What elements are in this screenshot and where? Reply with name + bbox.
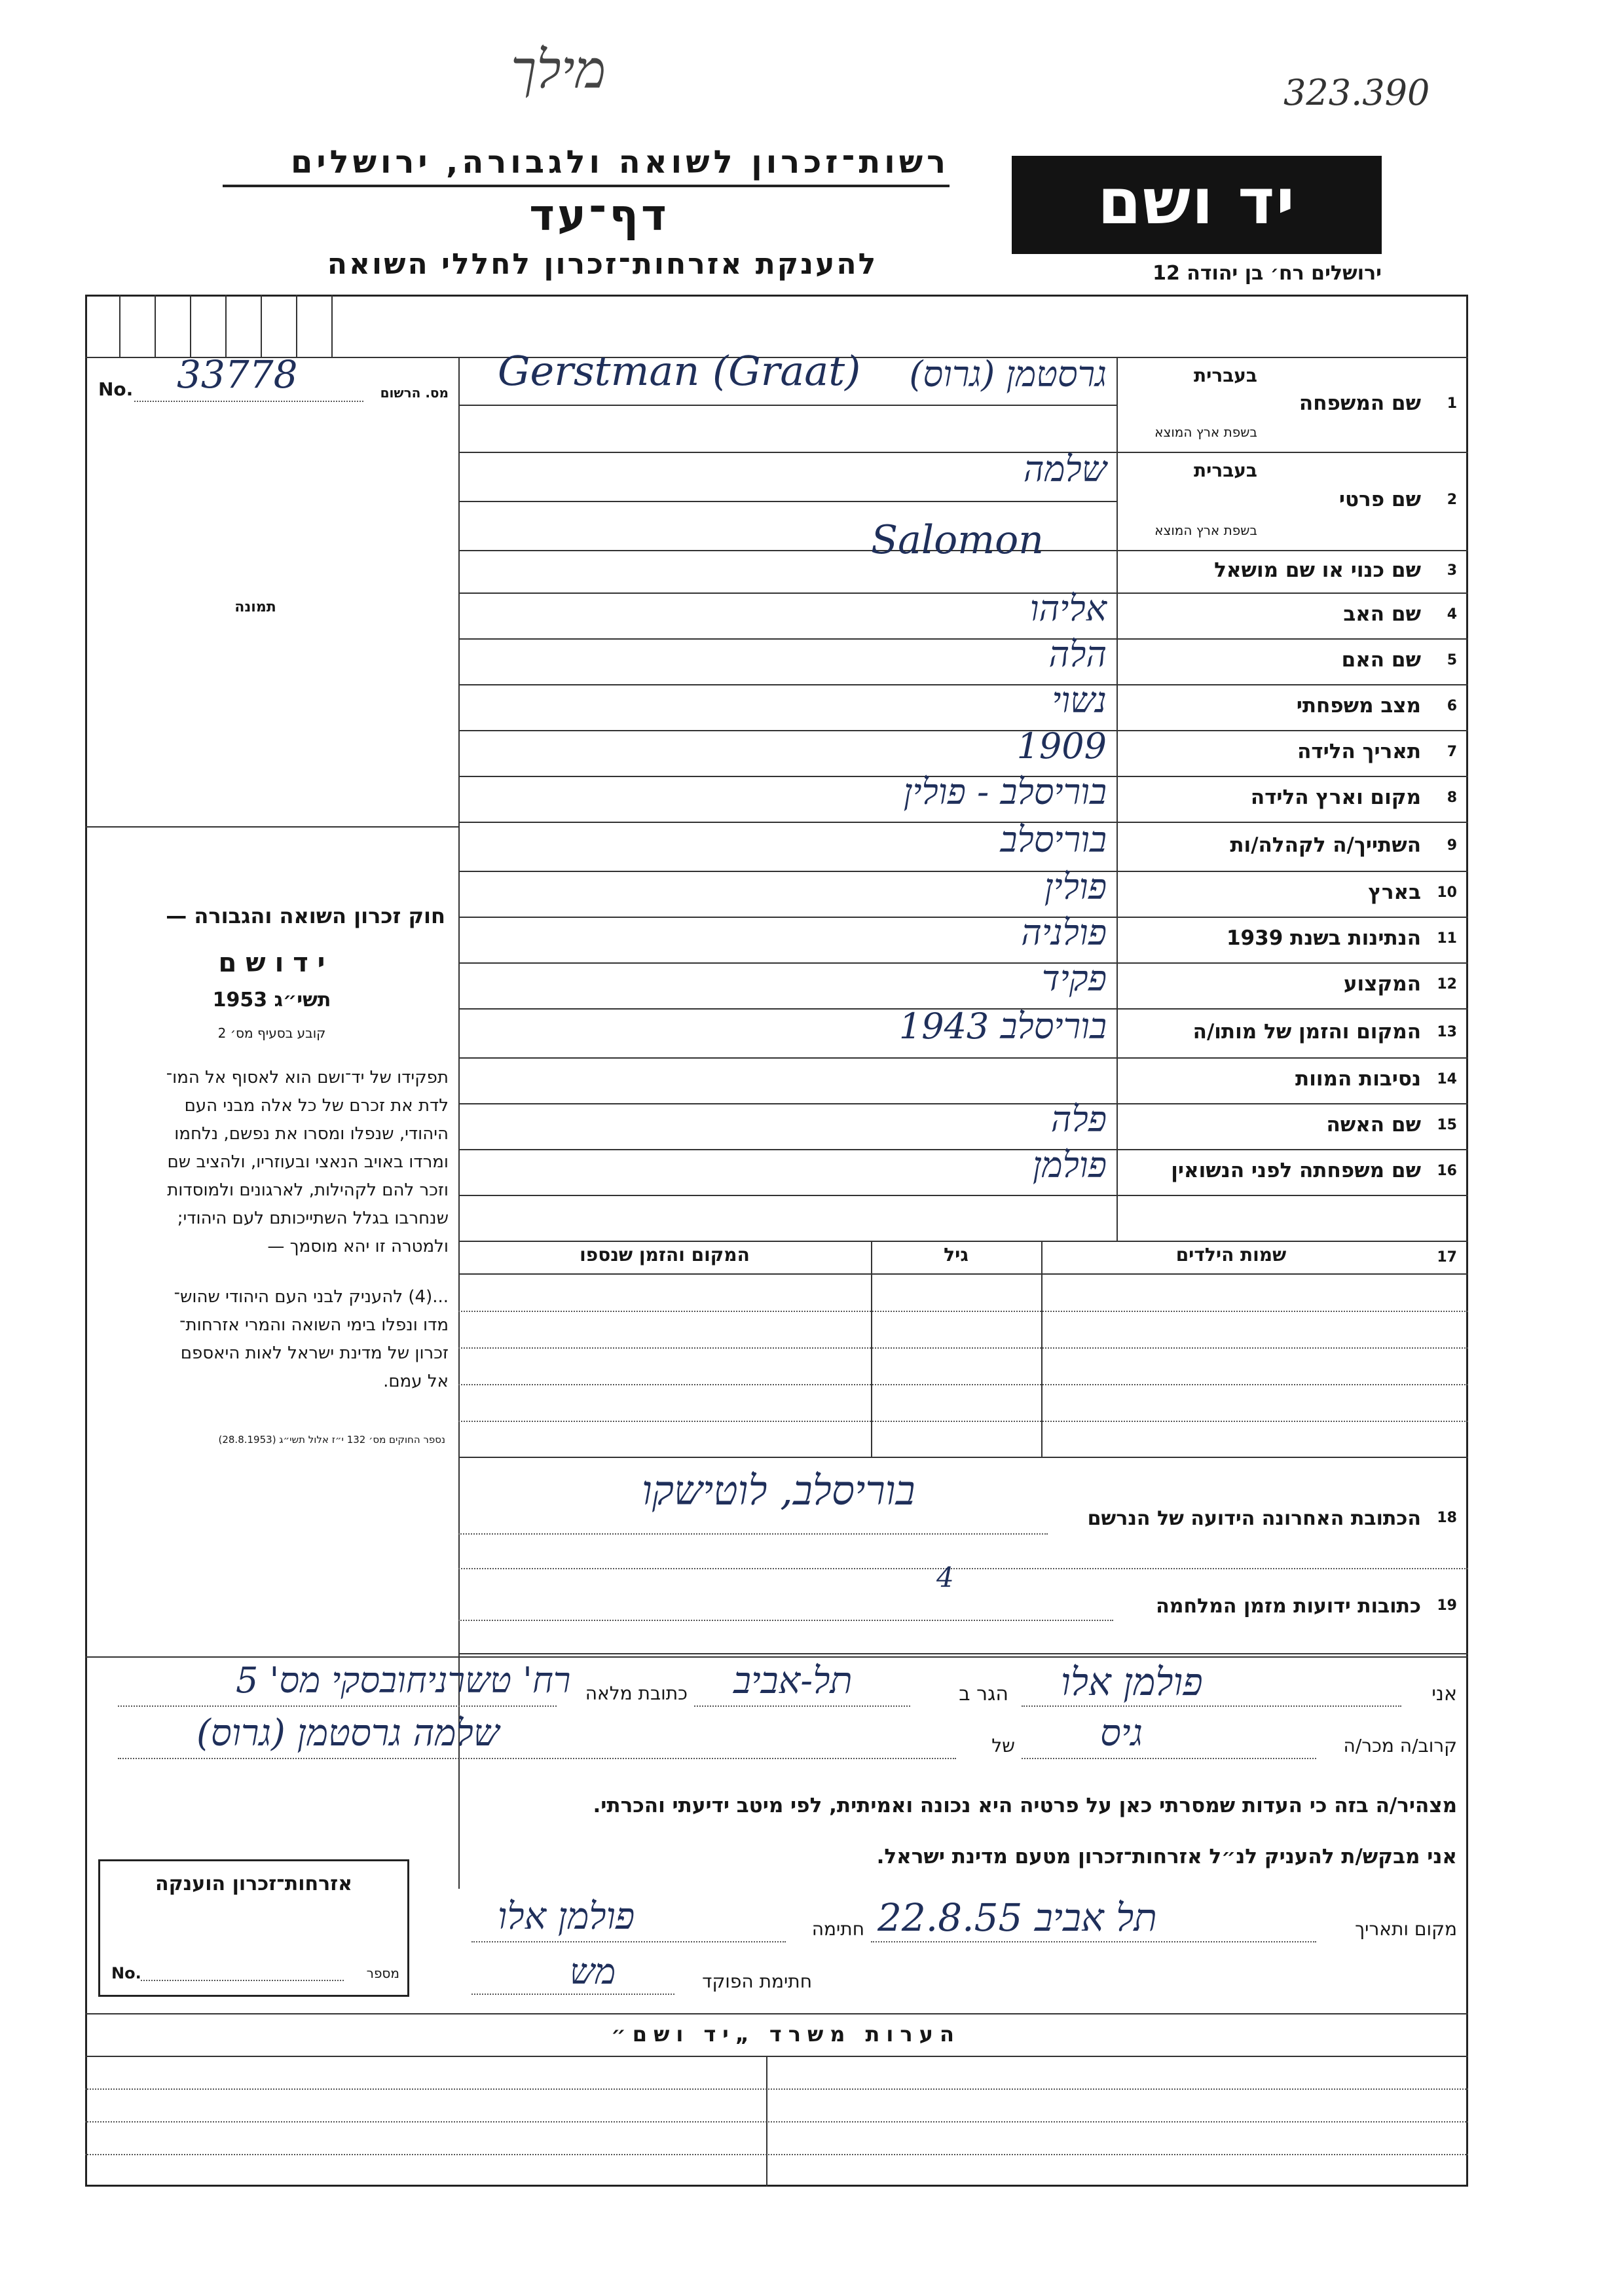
decl-signature-label: חתימה [811,1918,864,1940]
field-number: 1 [1447,395,1457,412]
officer-signature: מש [570,1951,616,1992]
law-line: זכרון של מדינת ישראל לאות היאספם [180,1343,449,1363]
field-value: בוריסלב - פולין [903,771,1107,812]
law-paragraph-1 [98,1064,449,1261]
last-address-value: בוריסלב, לוטישקו [642,1467,915,1514]
field-label: השתייך/ה לקהלה/ות [1230,833,1421,857]
yad-vashem-logo [1012,156,1382,254]
law-line: ...(4) להעניק לבני העם היהודי שהוש־ [174,1287,449,1307]
field-number: 9 [1447,837,1457,854]
wartime-address-value: 4 [936,1561,954,1594]
stamp-box-mispar: מספר [366,1965,399,1981]
stamp-box-title: אזרחות־זכרון הוענקה [155,1872,353,1895]
stamp-box-no: No. [111,1964,141,1982]
first-name-latin: Salomon [871,517,1044,563]
field-label: מצב משפחתי [1296,694,1421,718]
children-field-number: 17 [1437,1249,1457,1266]
field-value: פולמן [1032,1144,1107,1186]
field-number: 7 [1447,744,1457,760]
law-line: מדו ונפלו בימי השואה והמרי אזרחות־ [179,1315,449,1335]
field-label: שם פרטי [1338,488,1421,511]
decl-ktovet-mlea: כתובת מלאה [585,1683,688,1704]
field-label: המקצוע [1343,972,1421,996]
field-19-number: 19 [1437,1597,1457,1614]
field-value: הלה [1048,634,1107,675]
left-column-border [458,357,460,1889]
children-table-top [458,1241,1468,1242]
field-number: 5 [1447,652,1457,668]
decl-ani: אני [1431,1683,1457,1705]
officer-signature-label: חתימת הפוקד [702,1971,812,1992]
field-number: 3 [1447,562,1457,579]
field-row-line [458,638,1468,640]
law-line: היהודי, שנפלו ומסרו את נפשם, נלחמו [174,1124,449,1144]
field-number: 6 [1447,698,1457,714]
field-row-line [458,822,1468,823]
field-value: פלה [1050,1099,1107,1140]
field-row-line [458,684,1468,685]
decl-hagar-b: הגר ב [959,1683,1008,1705]
field-row-line [458,592,1468,594]
field-label: המקום והזמן של מותו/ה [1192,1019,1421,1044]
field-number: 15 [1437,1117,1457,1133]
field-value: פולין [1044,866,1107,907]
field-number: 11 [1437,930,1457,947]
office-notes-top [85,2013,1468,2014]
decl-signature: פולמן אלו [498,1895,635,1938]
field-row-line [458,962,1468,964]
field-number: 12 [1437,976,1457,993]
field-sublabel-origin: בשפת ארץ המוצא [1154,522,1257,538]
authority-line: רשות־זכרון לשואה ולגבורה, ירושלים [290,144,950,181]
law-line: וזכר להם לקהילות, לארגונים ולמוסדות [167,1180,449,1200]
field-split-line [458,405,1116,406]
decl-request: אני מבקש/ת להעניק לנ״ל אזרחות־זכרון מטעם מדינת ישראל. [876,1845,1457,1868]
decl-shel: של [991,1735,1015,1757]
logo-address: ירושלים רח׳ בן יהודה 12 [1153,262,1382,285]
field-sublabel-hebrew: בעברית [1193,460,1257,481]
label-column-border [1116,357,1118,1241]
field-row-line [458,1103,1468,1104]
decl-statement: מצהיר/ה בזה כי העדות שמסרתי כאן על פרטיה היא נכונה ואמיתית, לפי מיטב ידיעתי והכרתי. [593,1794,1457,1817]
field-number: 16 [1437,1163,1457,1179]
field-number: 13 [1437,1023,1457,1040]
field-value: גרסטמן (גרוס) [909,354,1107,395]
decl-place-date: תל אביב 22.8.55 [877,1895,1157,1940]
field-number: 4 [1447,606,1457,623]
photo-label: תמונה [234,599,276,615]
law-line: אל עמם. [383,1372,449,1391]
field-value: אליהו [1029,588,1107,629]
decl-city: תל-אביב [733,1660,853,1702]
declaration-top [85,1656,1468,1658]
field-label: שם משפחתה לפני הנשואין [1171,1159,1421,1182]
family-name-latin: Gerstman (Graat) [498,347,861,395]
field-label: שם האשה [1326,1113,1421,1137]
field-split-line [458,501,1116,502]
law-footnote: נספר החוקים מס׳ 132 י״ז אלול תשי״ג (28.8.1953) [218,1434,445,1446]
law-line: לדת את זכרם של כל אלה מבני העם [184,1096,449,1116]
decl-karov: קרוב/ה מכר/ה [1343,1735,1457,1757]
field-label: מקום וארץ הלידה [1250,786,1421,809]
wartime-address-label: כתובות ידועות מזמן המלחמה [1156,1595,1421,1618]
field-label: שם האם [1341,648,1421,672]
field-sublabel-origin: בשפת ארץ המוצא [1154,424,1257,440]
decl-of-whom: שלמה גרסטמן (גרוס) [196,1712,500,1755]
law-name: י ד ו ש ם [218,948,325,978]
decl-place-date-label: מקום ותאריך [1355,1918,1457,1940]
field-number: 2 [1447,492,1457,508]
field-row-line [458,452,1468,453]
field-value: נשוי [1052,680,1107,721]
decl-full-address: רח' טשרניחובסקי מס' 5 [236,1660,571,1701]
field-value: שלמה [1023,448,1107,490]
law-line: ומרדו באויב הנאצי ובעוזריו, ולהציב שם [167,1152,449,1172]
field-number: 8 [1447,790,1457,806]
field-value: פקיד [1041,958,1107,999]
field-label: נסיבות המוות [1295,1067,1421,1091]
field-label: הנתינות בשנת 1939 [1226,926,1421,950]
field-number: 10 [1437,884,1457,901]
registration-label-he: מס. הרשום [380,385,449,401]
field-number: 14 [1437,1071,1457,1087]
field-value: בוריסלב 1943 [898,1005,1107,1047]
field-row-line [458,1195,1468,1196]
field-value: בוריסלב [1000,818,1107,860]
field-label: תאריך הלידה [1297,740,1421,763]
field-row-line [458,1149,1468,1150]
logo-text: יד ושם [1098,165,1296,238]
law-year: תשי״ג 1953 [212,989,331,1011]
law-title: חוק זכרון השואה והגבורה — [166,903,445,928]
children-header-names: שמות הילדים [1175,1244,1287,1266]
field-row-line [458,917,1468,918]
law-paragraph-2 [98,1283,449,1396]
field-row-line [458,730,1468,731]
registration-label-en: No. [98,378,134,400]
law-line: ולמטרה זו יהא מוסמך — [267,1237,449,1256]
field-value: 1909 [1016,725,1107,767]
field-label: שם כנוי או שם מושאל [1214,558,1421,582]
office-notes-title: הערות משרד „יד ושם״ [611,2022,961,2047]
law-clause: קובע בסעיף מס׳ 2 [217,1025,326,1041]
children-header-age: גיל [944,1244,969,1266]
decl-name: פולמן אלו [1061,1660,1203,1704]
authority-underline [223,185,950,187]
document-subtitle: להענקת אזרחות־זכרון לחללי השואה [327,247,878,281]
registration-number: 33778 [177,352,298,397]
decl-relation: גיס [1100,1712,1143,1755]
law-line: שנחרבו בגלל השתייכותם לעם היהודי; [177,1209,449,1228]
field-row-line [458,871,1468,872]
last-address-label: הכתובת האחרונה הידועה של הנרשם [1087,1507,1421,1530]
law-line: תפקידו של יד־ושם הוא לאסוף אל המו־ [166,1068,449,1087]
field-row-line [458,1057,1468,1059]
top-scribble: מילך [511,39,606,100]
field-label: שם האב [1343,602,1421,626]
children-header-place-time: המקום והזמן שנספו [580,1244,750,1266]
field-value: פולניה [1021,912,1107,953]
field-label: שם המשפחה [1299,391,1421,415]
field-label: בארץ [1368,881,1421,904]
field-18-number: 18 [1437,1510,1457,1526]
document-title: דף־עד [529,190,669,240]
reference-number: 323.390 [1283,72,1430,113]
field-sublabel-hebrew: בעברית [1193,365,1257,386]
